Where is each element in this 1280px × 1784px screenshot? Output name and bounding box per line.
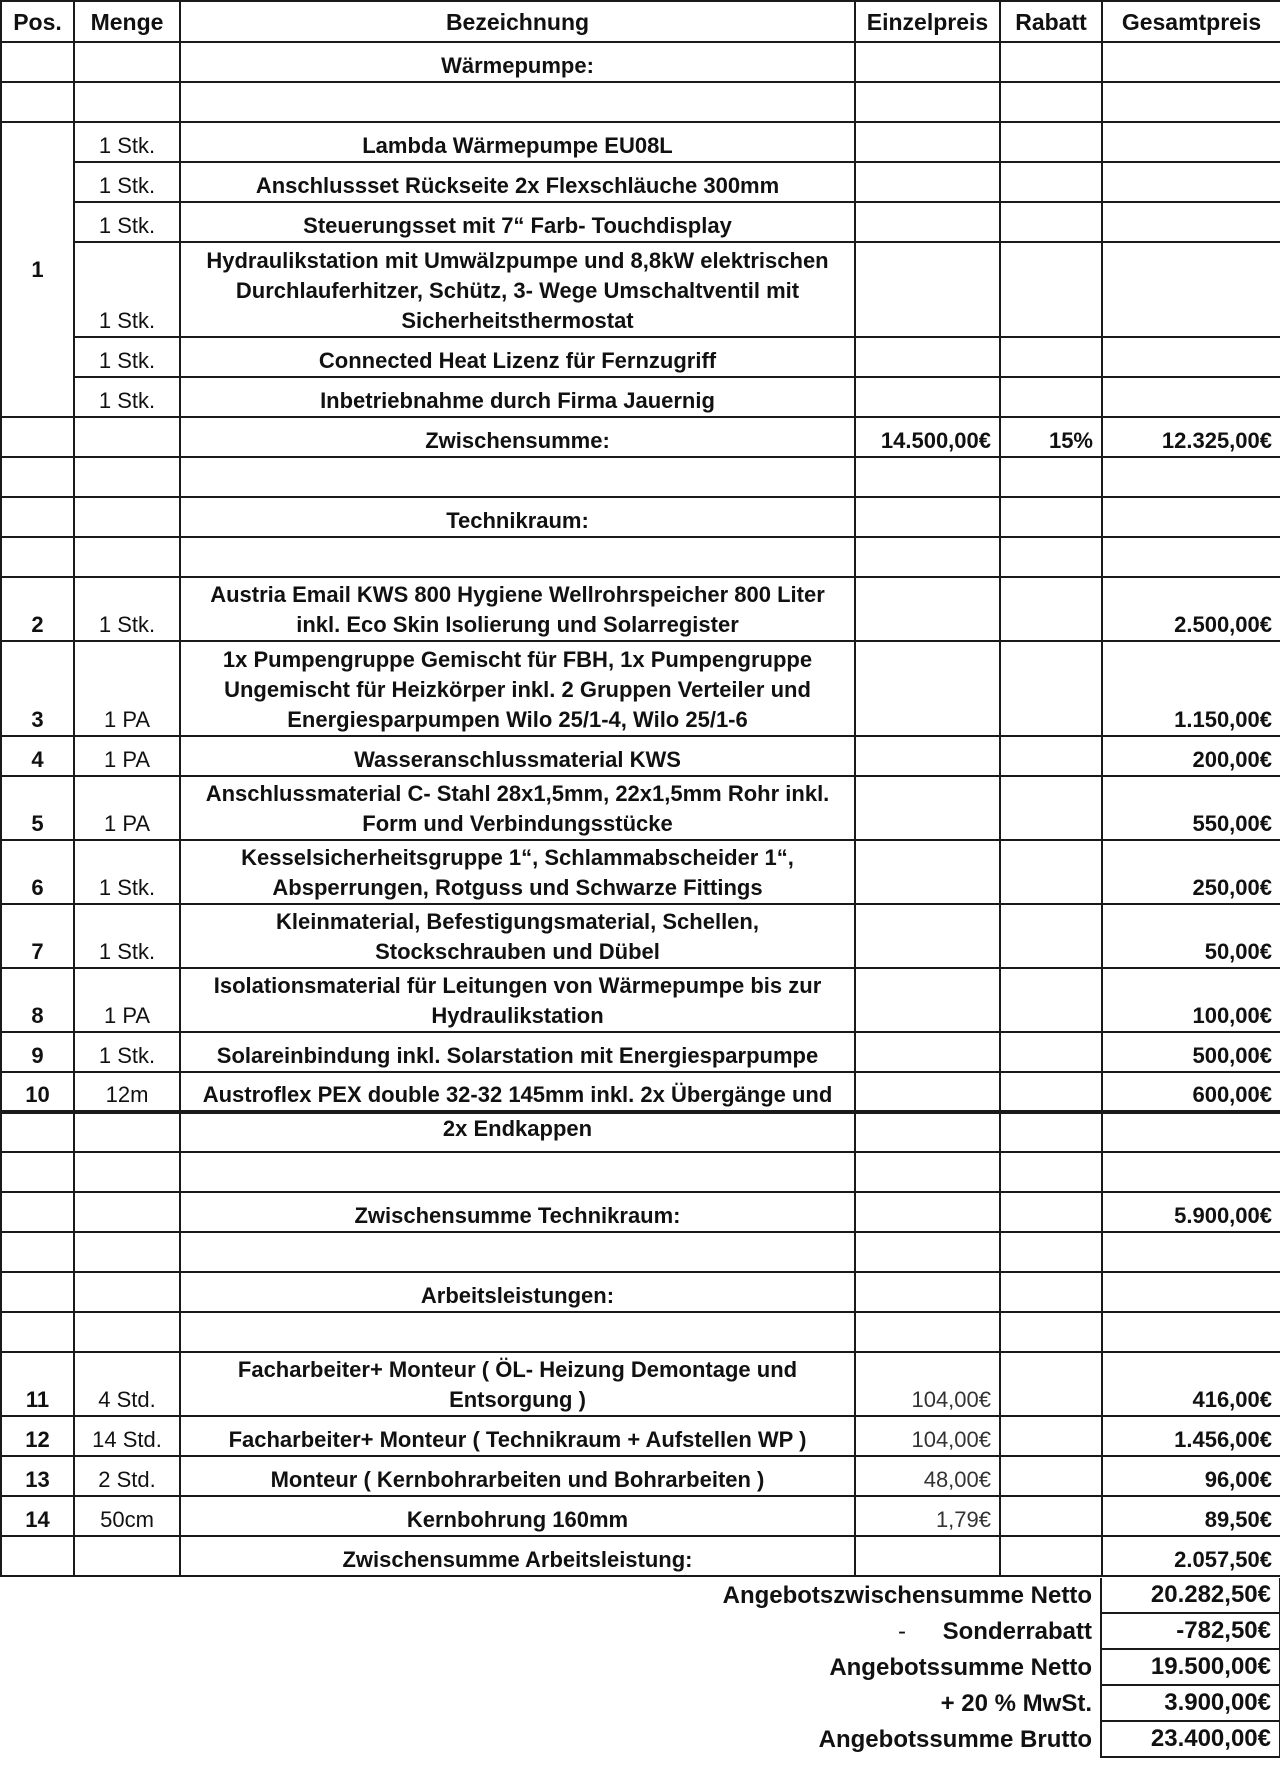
brutto-value: 23.400,00€ [1101, 1721, 1280, 1757]
subtotal-discount: 15% [1000, 417, 1102, 457]
qty-cell: 50cm [74, 1496, 180, 1536]
pos-cell: 14 [1, 1496, 74, 1536]
desc-cell: Austria Email KWS 800 Hygiene Wellrohrspeicher 800 Liter inkl. Eco Skin Isolierung und Solarregister [180, 577, 855, 641]
pos-cell: 6 [1, 840, 74, 904]
subtotal-row [1, 1536, 1280, 1576]
pos-cell: 4 [1, 736, 74, 776]
mwst-value: 3.900,00€ [1101, 1685, 1280, 1721]
continuation-row [1, 1112, 1280, 1152]
continuation-text: 2x Endkappen [180, 1112, 855, 1152]
netto-subtotal-value: 20.282,50€ [1101, 1578, 1280, 1613]
sonderrabatt-value: -782,50€ [1101, 1613, 1280, 1649]
desc-cell: Solareinbindung inkl. Solarstation mit Energiesparpumpe [180, 1032, 855, 1072]
desc-cell: Steuerungsset mit 7“ Farb- Touchdisplay [180, 202, 855, 242]
qty-cell: 1 Stk. [74, 162, 180, 202]
qty-cell: 1 Stk. [74, 904, 180, 968]
section-title-waermepumpe: Wärmepumpe: [180, 42, 855, 82]
sonderrabatt-label: Sonderrabatt [942, 1618, 1092, 1645]
desc-cell: Lambda Wärmepumpe EU08L [180, 122, 855, 162]
pos-cell: 10 [1, 1072, 74, 1112]
table-row [1, 641, 1280, 736]
total-cell: 1.150,00€ [1102, 641, 1280, 736]
total-cell: 500,00€ [1102, 1032, 1280, 1072]
unit-price-cell: 48,00€ [855, 1456, 1000, 1496]
table-row [1, 1456, 1280, 1496]
header-bezeichnung: Bezeichnung [180, 1, 855, 42]
qty-cell: 1 PA [74, 641, 180, 736]
desc-cell: Kleinmaterial, Befestigungsmaterial, Schellen, Stockschrauben und Dübel [180, 904, 855, 968]
netto-subtotal-label: Angebotszwischensumme Netto [722, 1582, 1092, 1609]
unit-price-cell: 104,00€ [855, 1416, 1000, 1456]
desc-cell: Inbetriebnahme durch Firma Jauernig [180, 377, 855, 417]
pos-cell: 13 [1, 1456, 74, 1496]
pos-cell: 2 [1, 577, 74, 641]
desc-cell: Connected Heat Lizenz für Fernzugriff [180, 337, 855, 377]
total-cell: 250,00€ [1102, 840, 1280, 904]
summary-row [0, 1613, 1280, 1649]
pos-cell: 8 [1, 968, 74, 1032]
total-cell: 89,50€ [1102, 1496, 1280, 1536]
desc-cell: Anschlussmaterial C- Stahl 28x1,5mm, 22x1,5mm Rohr inkl. Form und Verbindungsstücke [180, 776, 855, 840]
subtotal-unit-price: 14.500,00€ [855, 417, 1000, 457]
summary-row [0, 1685, 1280, 1721]
qty-cell: 1 Stk. [74, 122, 180, 162]
mwst-label: + 20 % MwSt. [940, 1690, 1092, 1717]
subtotal-label: Zwischensumme Technikraum: [180, 1192, 855, 1232]
section-title-row [1, 1272, 1280, 1312]
qty-cell: 2 Std. [74, 1456, 180, 1496]
qty-cell: 1 Stk. [74, 1032, 180, 1072]
section-title-row [1, 42, 1280, 82]
table-row [1, 1032, 1280, 1072]
qty-cell: 1 Stk. [74, 242, 180, 337]
section-title-technikraum: Technikraum: [180, 497, 855, 537]
unit-price-cell: 1,79€ [855, 1496, 1000, 1536]
table-row [1, 1072, 1280, 1112]
subtotal-label: Zwischensumme Arbeitsleistung: [180, 1536, 855, 1576]
pos-cell: 7 [1, 904, 74, 968]
pos-cell: 9 [1, 1032, 74, 1072]
qty-cell: 1 Stk. [74, 840, 180, 904]
header-gesamtpreis: Gesamtpreis [1102, 1, 1280, 42]
summary-row [0, 1578, 1280, 1613]
subtotal-row [1, 417, 1280, 457]
table-row [1, 202, 1280, 242]
table-row [1, 577, 1280, 641]
table-row [1, 840, 1280, 904]
brutto-label: Angebotssumme Brutto [818, 1726, 1092, 1753]
netto-label: Angebotssumme Netto [829, 1654, 1092, 1681]
qty-cell: 1 PA [74, 736, 180, 776]
table-row [1, 122, 1280, 162]
table-row [1, 736, 1280, 776]
table-row [1, 1496, 1280, 1536]
header-menge: Menge [74, 1, 180, 42]
desc-cell: Austroflex PEX double 32-32 145mm inkl. 2x Übergänge und [180, 1072, 855, 1112]
qty-cell: 1 Stk. [74, 577, 180, 641]
table-row [1, 776, 1280, 840]
desc-cell: Kernbohrung 160mm [180, 1496, 855, 1536]
unit-price-cell: 104,00€ [855, 1352, 1000, 1416]
table-row [1, 162, 1280, 202]
subtotal-label: Zwischensumme: [180, 417, 855, 457]
qty-cell: 4 Std. [74, 1352, 180, 1416]
table-row [1, 904, 1280, 968]
qty-cell: 1 PA [74, 968, 180, 1032]
desc-cell: Hydraulikstation mit Umwälzpumpe und 8,8kW elektrischen Durchlauferhitzer, Schütz, 3- Wege Umschaltventil mit Sicherheitsthermostat [180, 242, 855, 337]
qty-cell: 1 Stk. [74, 377, 180, 417]
pos-cell: 12 [1, 1416, 74, 1456]
total-cell: 200,00€ [1102, 736, 1280, 776]
desc-cell: Isolationsmaterial für Leitungen von Wärmepumpe bis zur Hydraulikstation [180, 968, 855, 1032]
total-cell: 96,00€ [1102, 1456, 1280, 1496]
pos-cell: 1 [1, 122, 74, 417]
header-row [1, 1, 1280, 42]
pos-cell: 3 [1, 641, 74, 736]
total-cell: 100,00€ [1102, 968, 1280, 1032]
desc-cell: Kesselsicherheitsgruppe 1“, Schlammabscheider 1“, Absperrungen, Rotguss und Schwarze Fittings [180, 840, 855, 904]
desc-cell: Monteur ( Kernbohrarbeiten und Bohrarbeiten ) [180, 1456, 855, 1496]
total-cell: 2.500,00€ [1102, 577, 1280, 641]
section-title-arbeitsleistungen: Arbeitsleistungen: [180, 1272, 855, 1312]
desc-cell: Facharbeiter+ Monteur ( Technikraum + Aufstellen WP ) [180, 1416, 855, 1456]
table-row [1, 1416, 1280, 1456]
total-cell: 416,00€ [1102, 1352, 1280, 1416]
table-row [1, 337, 1280, 377]
qty-cell: 1 Stk. [74, 337, 180, 377]
pos-cell: 11 [1, 1352, 74, 1416]
qty-cell: 1 Stk. [74, 202, 180, 242]
subtotal-total: 5.900,00€ [1102, 1192, 1280, 1232]
pos-cell: 5 [1, 776, 74, 840]
subtotal-total: 12.325,00€ [1102, 417, 1280, 457]
summary-table [0, 1578, 1280, 1758]
summary-row [0, 1721, 1280, 1757]
subtotal-total: 2.057,50€ [1102, 1536, 1280, 1576]
table-row [1, 968, 1280, 1032]
total-cell: 550,00€ [1102, 776, 1280, 840]
netto-value: 19.500,00€ [1101, 1649, 1280, 1685]
total-cell: 600,00€ [1102, 1072, 1280, 1112]
header-einzelpreis: Einzelpreis [855, 1, 1000, 42]
qty-cell: 14 Std. [74, 1416, 180, 1456]
desc-cell: 1x Pumpengruppe Gemischt für FBH, 1x Pumpengruppe Ungemischt für Heizkörper inkl. 2 Gruppen Verteiler und Energiesparpumpen Wilo 25/1-4, Wilo 25/1-6 [180, 641, 855, 736]
summary-row [0, 1649, 1280, 1685]
table-row [1, 242, 1280, 337]
subtotal-row [1, 1192, 1280, 1232]
desc-cell: Anschlussset Rückseite 2x Flexschläuche 300mm [180, 162, 855, 202]
dash-mark: - [897, 1618, 906, 1645]
desc-cell: Wasseranschlussmaterial KWS [180, 736, 855, 776]
section-title-row [1, 497, 1280, 537]
header-rabatt: Rabatt [1000, 1, 1102, 42]
table-row [1, 377, 1280, 417]
table-row [1, 1352, 1280, 1416]
total-cell: 50,00€ [1102, 904, 1280, 968]
header-pos: Pos. [1, 1, 74, 42]
qty-cell: 12m [74, 1072, 180, 1112]
qty-cell: 1 PA [74, 776, 180, 840]
total-cell: 1.456,00€ [1102, 1416, 1280, 1456]
desc-cell: Facharbeiter+ Monteur ( ÖL- Heizung Demontage und Entsorgung ) [180, 1352, 855, 1416]
